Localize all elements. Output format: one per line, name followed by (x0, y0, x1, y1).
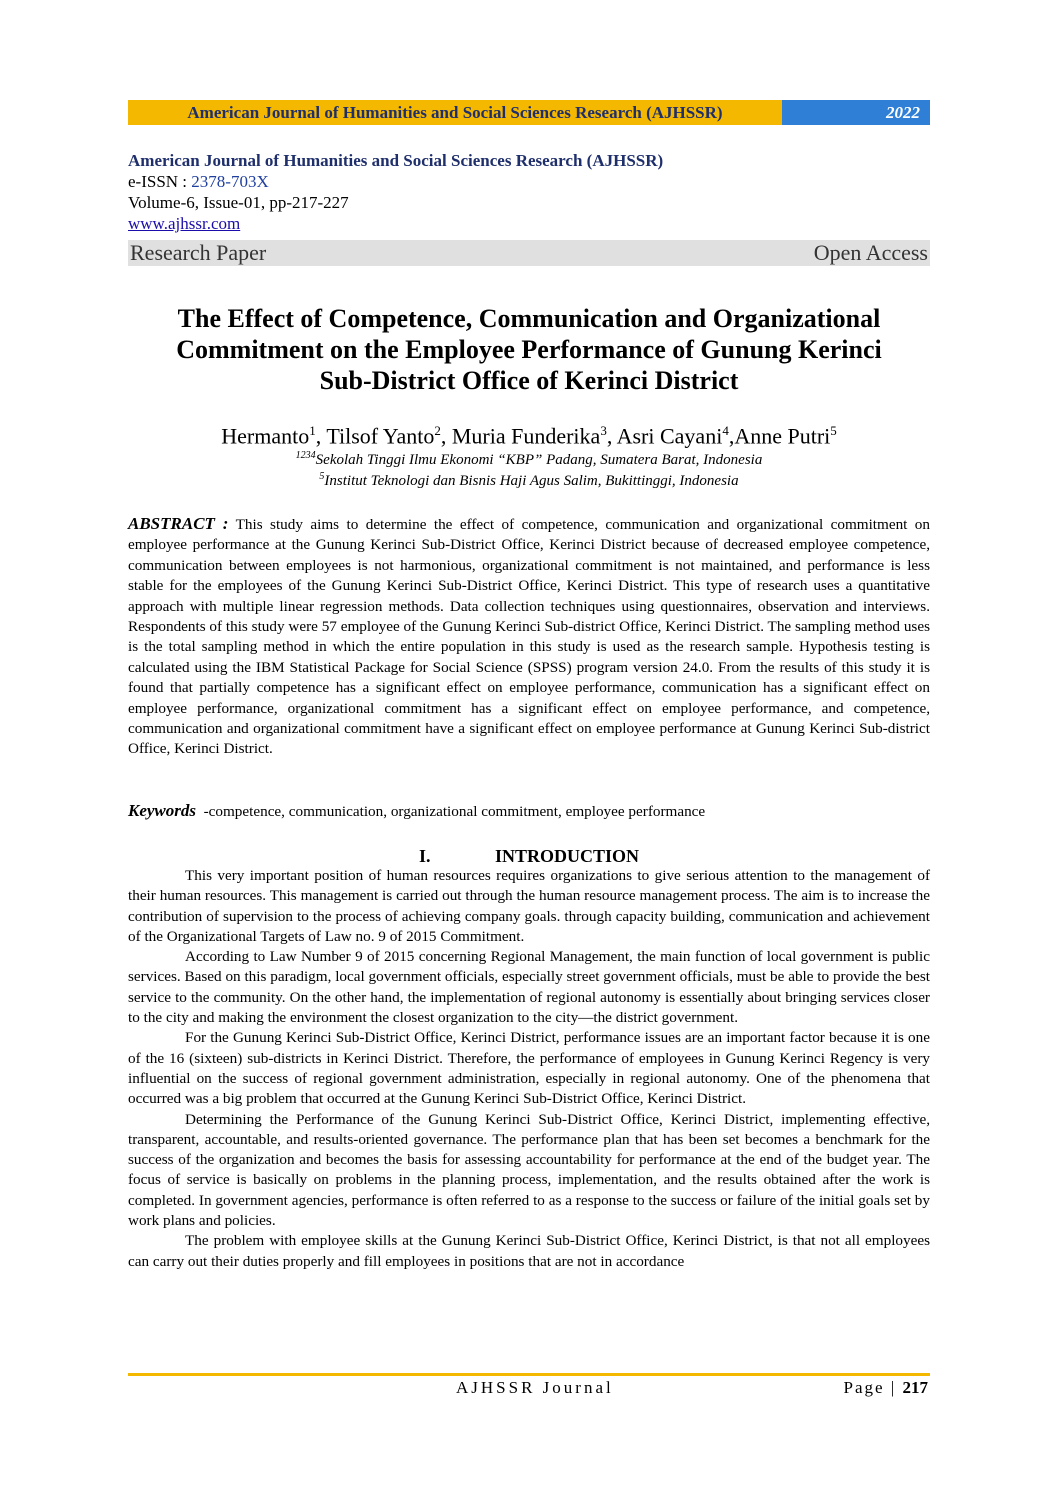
paragraph: This very important position of human resources requires organizations to give serious attention to the management of their human resources. This management is carried out through the human resource management process. The aim is to increase the contribution of supervision to the process of achieving company goals. through capacity building, communication and achievement of the Organizational Targets of Law no. 9 of 2015 Commitment. (128, 867, 930, 945)
page-number: 217 (902, 1378, 928, 1397)
author-name: Tilsof Yanto (326, 423, 435, 449)
author-list (128, 418, 930, 449)
author-name: Muria Funderika (451, 423, 601, 449)
author-sup: 4 (722, 423, 729, 438)
section-number: I. (418, 846, 431, 866)
paragraph: For the Gunung Kerinci Sub-District Office, Kerinci District, performance issues are an important factor because it is one of the 16 (sixteen) sub-districts in Kerinci District. Therefore, the performance of employees in Gunung Kerinci Regency is very influential on the success of regional government administration, especially in regional autonomy. One of the phenomena that occurred was a big problem that occurred at the Gunung Kerinci Sub-District Office, Kerinci District. (128, 1029, 930, 1108)
paragraph: The problem with employee skills at the Gunung Kerinci Sub-District Office, Kerinci District, is that not all employees can carry out their duties properly and fill employees in positions that are not in accordance (128, 1232, 930, 1270)
title-line: Sub-District Office of Kerinci District (319, 366, 739, 395)
journal-issn (128, 171, 930, 192)
author-sup: 3 (600, 423, 607, 438)
author-name: Asri Cayani (616, 423, 723, 449)
paper-type-bar (128, 240, 930, 266)
author-name: Anne Putri (734, 423, 831, 449)
paragraph: According to Law Number 9 of 2015 concerning Regional Management, the main function of local government is public services. Based on this paradigm, local government officials, especially street government officials, must be able to provide the best service to the community. On the other hand, the implementation of regional autonomy is essentially about bringing services closer to the city and making the environment the closest organization to the city—the district government. (128, 948, 930, 1027)
affiliation-text: Institut Teknologi dan Bisnis Haji Agus Salim, Bukittinggi, Indonesia (324, 473, 739, 489)
header-journal-name: American Journal of Humanities and Social Sciences Research (AJHSSR) (128, 100, 782, 125)
title-line: Commitment on the Employee Performance of Gunung Kerinci (176, 335, 882, 364)
header-year: 2022 (782, 100, 930, 125)
author-sep: , (440, 423, 452, 449)
issn-value: 2378-703X (191, 172, 269, 191)
affiliation-2 (128, 467, 930, 491)
keywords-text: -competence, communication, organizational commitment, employee performance (203, 803, 706, 820)
paragraph: Determining the Performance of the Gunung Kerinci Sub-District Office, Kerinci District, implementing effective, transparent, accountable, and results-oriented governance. The performance plan that has been set becomes a benchmark for the success of the organization and becomes the basis for assessing accountability for performance at the end of the budget year. The focus of service is basically on problems in the planning process, implementation, and the results obtained after the work is completed. In government agencies, performance is often referred to as a response to the success or failure of the initial goals set by work plans and policies. (128, 1110, 930, 1230)
author-sup: 5 (830, 423, 837, 438)
page-label: Page | (843, 1378, 903, 1397)
title-line: The Effect of Competence, Communication and Organizational (177, 304, 881, 333)
journal-header-band (128, 100, 930, 125)
journal-volume: Volume-6, Issue-01, pp-217-227 (128, 193, 349, 212)
footer-page (844, 1378, 928, 1398)
author-sep: , (606, 423, 617, 449)
issn-label: e-ISSN : (128, 172, 192, 191)
section-heading (128, 845, 930, 867)
footer-journal: AJHSSR Journal (456, 1378, 614, 1397)
author-sup: 2 (434, 423, 441, 438)
keywords-label: Keywords (128, 801, 196, 820)
journal-website-link[interactable]: www.ajhssr.com (128, 214, 241, 233)
footer-rule (128, 1373, 930, 1376)
author-sep: , (315, 423, 327, 449)
section-title: INTRODUCTION (494, 846, 640, 866)
affiliation-sup: 1234 (295, 450, 316, 461)
journal-info (128, 150, 930, 234)
abstract-text: This study aims to determine the effect of competence, communication and organizational commitment on employee performance at the Gunung Kerinci Sub-District Office, Kerinci District because of decreased employee competence, communication between employees is not harmonious, organizational commitment is not maintained, and performance is less stable for the employees of the Gunung Kerinci Sub-District Office, Kerinci District. This type of research uses a quantitative approach with multiple linear regression methods. Data collection techniques using questionnaires, observation and interviews. Respondents of this study were 57 employee of the Gunung Kerinci Sub-district Office, Kerinci District. The sampling method uses is the total sampling method in which the entire population in this study is used as the research sample. Hypothesis testing is calculated using the IBM Statistical Package for Social Science (SPSS) program version 24.0. From the results of this study it is found that partially competence has a significant effect on employee performance, communication has a significant effect on employee performance, organizational commitment has a significant effect on employee performance, and competence, communication and organizational commitment have a significant effect on employee performance at Gunung Kerinci Sub-district Office, Kerinci District. (128, 516, 930, 758)
author-sep: , (728, 423, 735, 449)
author-sup: 1 (309, 423, 316, 438)
introduction-body (128, 866, 930, 1272)
paper-type-label: Research Paper (130, 240, 267, 265)
journal-name: American Journal of Humanities and Social Sciences Research (AJHSSR) (128, 151, 664, 170)
affiliation-sup: 5 (319, 471, 325, 482)
author-name: Hermanto (221, 423, 310, 449)
open-access-label: Open Access (813, 240, 928, 265)
keywords (128, 801, 930, 822)
page-footer (128, 1378, 930, 1402)
paper-title (128, 303, 930, 396)
affiliation-text: Sekolah Tinggi Ilmu Ekonomi “KBP” Padang, Sumatera Barat, Indonesia (315, 452, 763, 468)
abstract (128, 514, 930, 760)
abstract-label: ABSTRACT : (128, 514, 229, 533)
